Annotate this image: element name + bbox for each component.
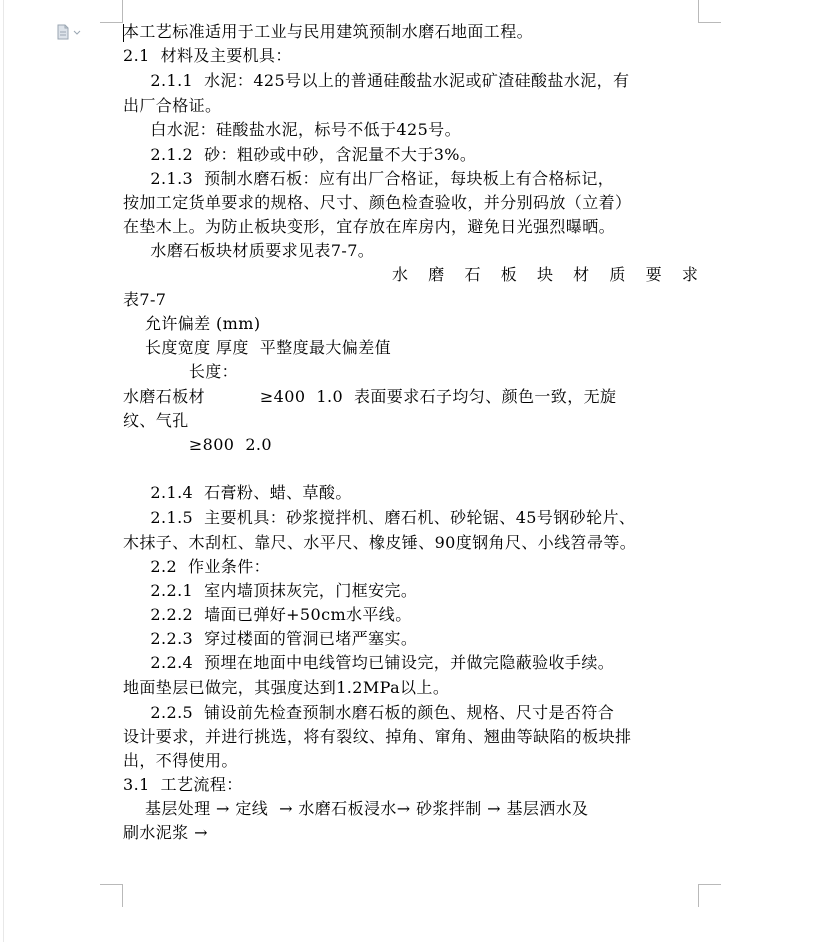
text-line-26: 地面垫层已做完，其强度达到1.2MPa以上。 bbox=[123, 678, 450, 697]
table-title-char: 材 bbox=[573, 265, 590, 284]
margin-mark-top-left bbox=[100, 0, 123, 23]
text-line-9: 在垫木上。为防止板块变形，宜存放在库房内，避免日光强烈曝晒。 bbox=[123, 217, 616, 236]
table-title-char: 水 bbox=[392, 265, 409, 284]
text-line-11: 表7-7 bbox=[123, 290, 167, 309]
table-title-char: 要 bbox=[645, 265, 662, 284]
table-title-char: 板 bbox=[500, 265, 517, 284]
text-line-25: 2.2.4 预埋在地面中电线管均已铺设完，并做完隐蔽验收手续。 bbox=[123, 653, 615, 672]
text-line-30: 3.1 工艺流程： bbox=[123, 775, 243, 794]
text-line-17: ≥800 2.0 bbox=[123, 435, 272, 454]
margin-mark-bottom-left bbox=[100, 884, 123, 907]
text-line-1: 本工艺标准适用于工业与民用建筑预制水磨石地面工程。 bbox=[123, 22, 534, 41]
text-line-19: 2.1.5 主要机具：砂浆搅拌机、磨石机、砂轮锯、45号钢砂轮片、 bbox=[123, 508, 636, 527]
text-line-4: 出厂合格证。 bbox=[123, 96, 222, 115]
text-line-20: 木抹子、木刮杠、靠尺、水平尺、橡皮锤、90度钢角尺、小线笤帚等。 bbox=[123, 533, 637, 552]
text-line-24: 2.2.3 穿过楼面的管洞已堵严塞实。 bbox=[123, 629, 418, 648]
text-line-6: 2.1.2 砂：粗砂或中砂，含泥量不大于3%。 bbox=[123, 145, 477, 164]
text-line-3: 2.1.1 水泥：425号以上的普通硅酸盐水泥或矿渣硅酸盐水泥，有 bbox=[123, 71, 630, 90]
text-line-14: 长度： bbox=[123, 362, 239, 381]
text-line-5: 白水泥：硅酸盐水泥，标号不低于425号。 bbox=[123, 120, 461, 139]
page-left-edge bbox=[3, 0, 4, 942]
table-title-spread bbox=[392, 265, 698, 285]
text-line-31: 基层处理 → 定线 → 水磨石板浸水→ 砂浆拌制 → 基层洒水及 bbox=[123, 799, 589, 818]
text-line-32: 刷水泥浆 → bbox=[123, 823, 208, 842]
text-line-7: 2.1.3 预制水磨石板：应有出厂合格证，每块板上有合格标记， bbox=[123, 169, 615, 188]
text-line-21: 2.2 作业条件： bbox=[123, 557, 271, 576]
table-title-char: 磨 bbox=[428, 265, 445, 284]
text-line-10: 水磨石板块材质要求见表7-7。 bbox=[123, 241, 375, 260]
text-line-18: 2.1.4 石膏粉、蜡、草酸。 bbox=[123, 483, 352, 502]
table-title-char: 求 bbox=[681, 265, 698, 284]
text-line-22: 2.2.1 室内墙顶抹灰完，门框安完。 bbox=[123, 581, 418, 600]
document-options-icon[interactable] bbox=[56, 24, 82, 40]
text-line-29: 出，不得使用。 bbox=[123, 751, 238, 770]
text-line-13: 长度宽度 厚度 平整度最大偏差值 bbox=[123, 338, 392, 357]
text-line-28: 设计要求，并进行挑选，将有裂纹、掉角、窜角、翘曲等缺陷的板块排 bbox=[123, 727, 632, 746]
text-line-2: 2.1 材料及主要机具： bbox=[123, 46, 292, 65]
text-line-15: 水磨石板材 ≥400 1.0 表面要求石子均匀、颜色一致，无旋 bbox=[123, 387, 617, 406]
table-title-char: 质 bbox=[609, 265, 626, 284]
margin-mark-top-right bbox=[698, 0, 721, 23]
text-line-16: 纹、气孔 bbox=[123, 411, 189, 430]
table-title-char: 块 bbox=[536, 265, 553, 284]
margin-mark-bottom-right bbox=[698, 884, 721, 907]
text-line-27: 2.2.5 铺设前先检查预制水磨石板的颜色、规格、尺寸是否符合 bbox=[123, 703, 615, 722]
text-line-8: 按加工定货单要求的规格、尺寸、颜色检查验收，并分别码放（立着） bbox=[123, 193, 632, 212]
text-line-12: 允许偏差 (mm) bbox=[123, 314, 261, 333]
table-title-char: 石 bbox=[464, 265, 481, 284]
text-line-23: 2.2.2 墙面已弹好+50cm水平线。 bbox=[123, 605, 412, 624]
